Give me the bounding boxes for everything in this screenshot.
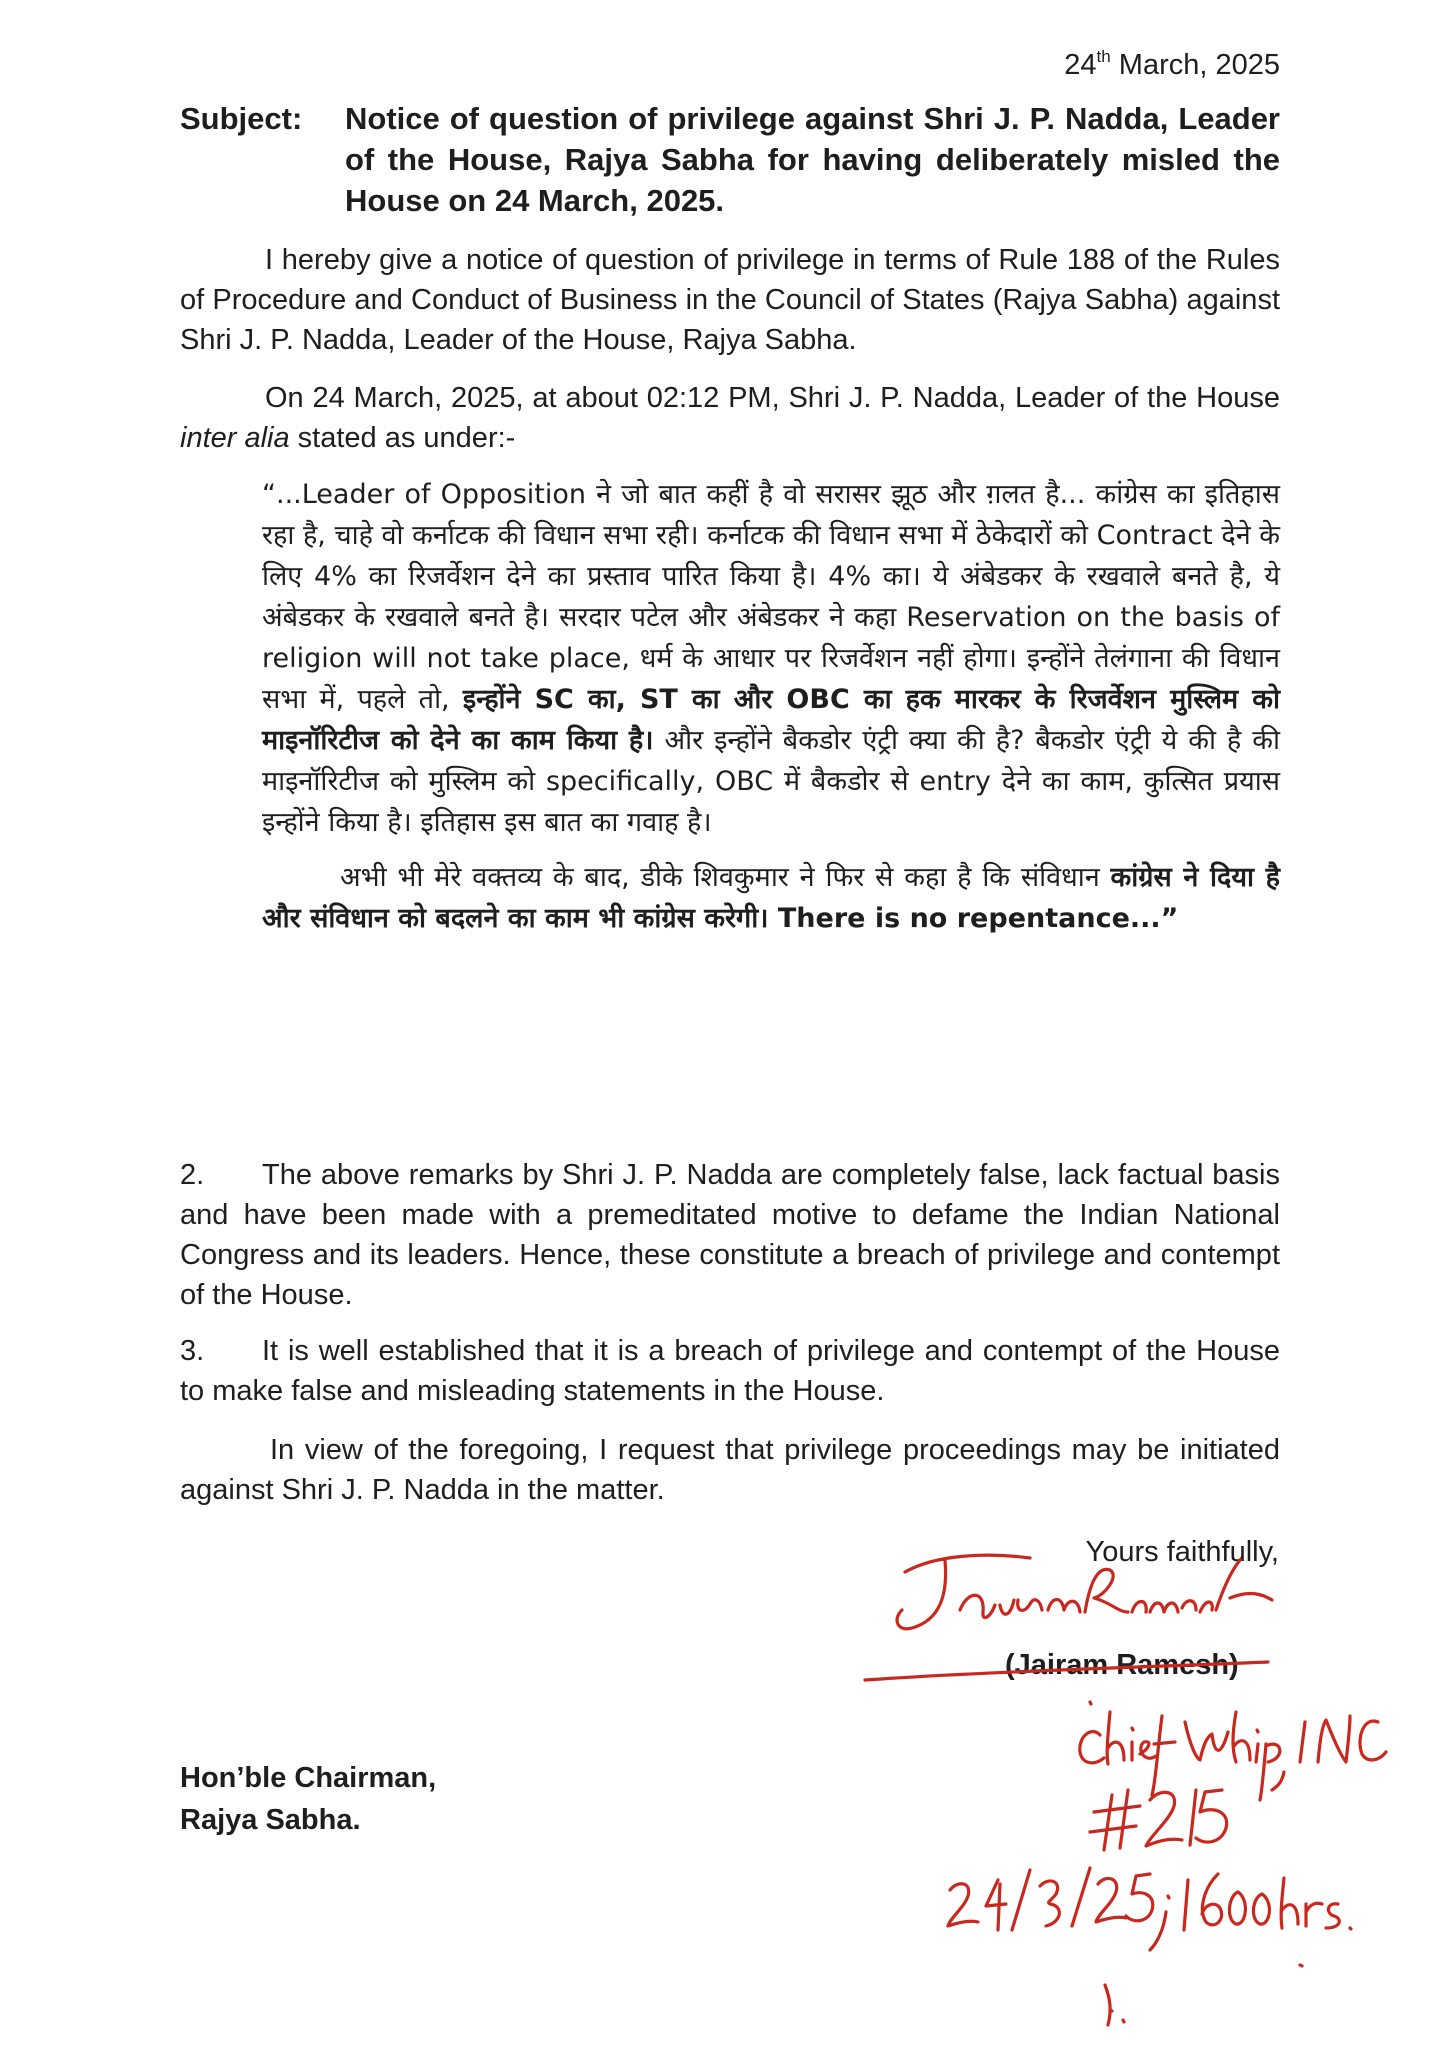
addressee-block bbox=[180, 1757, 436, 1841]
point-3 bbox=[180, 1331, 1280, 1411]
addressee-line-2: Rajya Sabha. bbox=[180, 1804, 361, 1836]
signatory-name: (Jairam Ramesh) bbox=[1005, 1649, 1239, 1681]
closing-salutation: Yours faithfully, bbox=[1085, 1536, 1279, 1568]
quote-paragraph-2: अभी भी मेरे वक्तव्य के बाद, डीके शिवकुमार ने फिर से कहा है कि संविधान कांग्रेस ने दिया है और संविधान को बदलने का काम भी कांग्रेस करेगी। There is no repentance...” bbox=[262, 862, 1280, 934]
addressee-line-1: Hon’ble Chairman, bbox=[180, 1762, 437, 1794]
paragraph-conclusion: In view of the foregoing, I request that privilege proceedings may be initiated against Shri J. P. Nadda in the matter. bbox=[180, 1434, 1280, 1506]
point-2-number: 2. bbox=[180, 1159, 205, 1191]
ink-dots bbox=[1090, 1702, 1302, 2022]
paragraph-notice: I hereby give a notice of question of privilege in terms of Rule 188 of the Rules of Procedure and Conduct of Business in the Council of States (Rajya Sabha) against Shri J. P. Nadda, Leader of the House, Rajya Sabha. bbox=[180, 244, 1280, 356]
quoted-statement bbox=[262, 474, 1280, 939]
subject-text: Notice of question of privilege against Shri J. P. Nadda, Leader of the House, Rajya Sabha for having deliberately misled the House on 24 March, 2025. bbox=[345, 101, 1280, 218]
handwritten-title bbox=[1080, 1712, 1386, 1800]
paragraph-statement-intro: On 24 March, 2025, at about 02:12 PM, Shri J. P. Nadda, Leader of the House inter alia stated as under:- bbox=[180, 382, 1280, 454]
point-2-text: The above remarks by Shri J. P. Nadda are completely false, lack factual basis and have been made with a premeditated motive to defame the Indian National Congress and its leaders. Hence, these constitute a breach of privilege and contempt of the House. bbox=[180, 1159, 1280, 1311]
point-3-text: It is well established that it is a breach of privilege and contempt of the House to make false and misleading statements in the House. bbox=[180, 1335, 1280, 1407]
point-3-number: 3. bbox=[180, 1335, 205, 1367]
ink-tail bbox=[1105, 1985, 1110, 2025]
point-2 bbox=[180, 1155, 1280, 1315]
quote-paragraph-1: “...Leader of Opposition ने जो बात कहीं है वो सरासर झूठ और ग़लत है... कांग्रेस का इतिहास रहा है, चाहे वो कर्नाटक की विधान सभा रही। कर्नाटक की विधान सभा में ठेकेदारों को Contract देने के लिए 4% का रिजर्वेशन देने का प्रस्ताव पारित किया है। 4% का। ये अंबेडकर के रखवाले बनते है, ये अंबेडकर के रखवाले बनते है। सरदार पटेल और अंबेडकर ने कहा Reservation on the basis of religion will not take place, धर्म के आधार पर रिजर्वेशन नहीं होगा। इन्होंने तेलंगाना की विधान सभा में, पहले तो, इन्होंने SC का, ST का और OBC का हक मारकर के रिजर्वेशन मुस्लिम को माइनॉरिटीज को देने का काम किया है। और इन्होंने बैकडोर एंट्री क्या की है? बैकडोर एंट्री ये की है की माइनॉरिटीज को मुस्लिम को specifically, OBC में बैकडोर से entry देने का काम, कुत्सित प्रयास इन्होंने किया है। इतिहास इस बात का गवाह है। bbox=[262, 479, 1280, 838]
subject-block bbox=[180, 98, 1280, 221]
handwritten-datetime bbox=[948, 1868, 1351, 1950]
letter-date: 24th March, 2025 bbox=[1064, 47, 1280, 81]
handwritten-number bbox=[1090, 1790, 1227, 1850]
subject-label: Subject: bbox=[180, 101, 303, 136]
